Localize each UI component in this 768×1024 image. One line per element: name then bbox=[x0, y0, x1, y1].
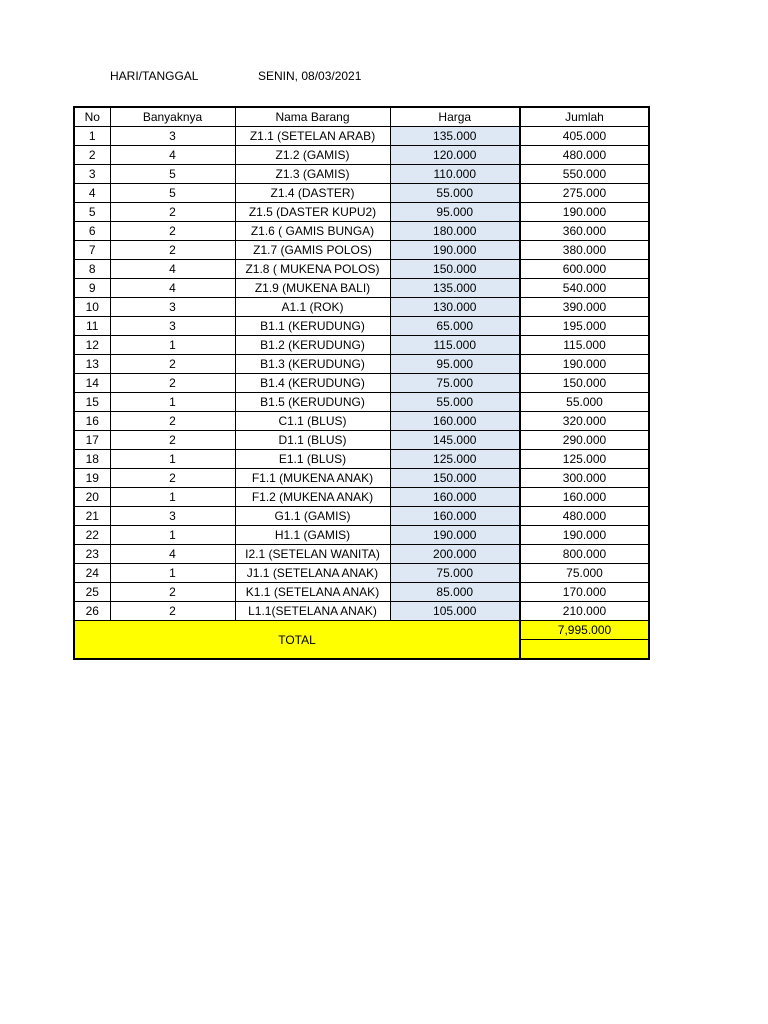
cell-jumlah: 75.000 bbox=[520, 564, 649, 583]
table-row bbox=[74, 184, 649, 203]
cell-nama-barang: Z1.6 ( GAMIS BUNGA) bbox=[235, 222, 390, 241]
cell-banyaknya: 5 bbox=[110, 165, 235, 184]
cell-nama-barang: C1.1 (BLUS) bbox=[235, 412, 390, 431]
cell-banyaknya: 2 bbox=[110, 602, 235, 621]
cell-nama-barang: F1.2 (MUKENA ANAK) bbox=[235, 488, 390, 507]
cell-banyaknya: 2 bbox=[110, 431, 235, 450]
date-value: SENIN, 08/03/2021 bbox=[258, 69, 362, 83]
cell-no: 6 bbox=[74, 222, 110, 241]
cell-no: 13 bbox=[74, 355, 110, 374]
table-body bbox=[74, 127, 649, 621]
cell-banyaknya: 1 bbox=[110, 336, 235, 355]
cell-harga: 135.000 bbox=[390, 279, 520, 298]
column-header-banyaknya: Banyaknya bbox=[110, 107, 235, 127]
total-label: TOTAL bbox=[74, 621, 520, 660]
cell-no: 25 bbox=[74, 583, 110, 602]
table-row bbox=[74, 393, 649, 412]
cell-harga: 150.000 bbox=[390, 260, 520, 279]
cell-no: 20 bbox=[74, 488, 110, 507]
cell-harga: 150.000 bbox=[390, 469, 520, 488]
table-row bbox=[74, 146, 649, 165]
cell-harga: 190.000 bbox=[390, 241, 520, 260]
table-row bbox=[74, 583, 649, 602]
cell-nama-barang: F1.1 (MUKENA ANAK) bbox=[235, 469, 390, 488]
total-empty-cell bbox=[520, 640, 649, 660]
table-row bbox=[74, 241, 649, 260]
cell-banyaknya: 1 bbox=[110, 450, 235, 469]
cell-jumlah: 405.000 bbox=[520, 127, 649, 146]
header-row bbox=[74, 107, 649, 127]
cell-harga: 120.000 bbox=[390, 146, 520, 165]
cell-no: 5 bbox=[74, 203, 110, 222]
table-row bbox=[74, 431, 649, 450]
cell-banyaknya: 3 bbox=[110, 298, 235, 317]
cell-no: 8 bbox=[74, 260, 110, 279]
cell-jumlah: 600.000 bbox=[520, 260, 649, 279]
cell-no: 24 bbox=[74, 564, 110, 583]
cell-nama-barang: K1.1 (SETELANA ANAK) bbox=[235, 583, 390, 602]
cell-jumlah: 125.000 bbox=[520, 450, 649, 469]
table-row bbox=[74, 336, 649, 355]
cell-jumlah: 540.000 bbox=[520, 279, 649, 298]
table-row bbox=[74, 602, 649, 621]
table-row bbox=[74, 260, 649, 279]
cell-nama-barang: Z1.1 (SETELAN ARAB) bbox=[235, 127, 390, 146]
table-row bbox=[74, 374, 649, 393]
cell-no: 19 bbox=[74, 469, 110, 488]
cell-banyaknya: 2 bbox=[110, 203, 235, 222]
cell-no: 9 bbox=[74, 279, 110, 298]
column-header-nama-barang: Nama Barang bbox=[235, 107, 390, 127]
cell-harga: 115.000 bbox=[390, 336, 520, 355]
cell-nama-barang: B1.5 (KERUDUNG) bbox=[235, 393, 390, 412]
table-row bbox=[74, 203, 649, 222]
cell-harga: 160.000 bbox=[390, 412, 520, 431]
cell-jumlah: 550.000 bbox=[520, 165, 649, 184]
cell-jumlah: 290.000 bbox=[520, 431, 649, 450]
total-value: 7,995.000 bbox=[520, 621, 649, 640]
cell-nama-barang: E1.1 (BLUS) bbox=[235, 450, 390, 469]
cell-harga: 55.000 bbox=[390, 184, 520, 203]
table-row bbox=[74, 450, 649, 469]
sales-table bbox=[73, 106, 650, 660]
cell-banyaknya: 3 bbox=[110, 127, 235, 146]
cell-no: 14 bbox=[74, 374, 110, 393]
cell-no: 2 bbox=[74, 146, 110, 165]
total-row bbox=[74, 621, 649, 640]
cell-harga: 95.000 bbox=[390, 355, 520, 374]
cell-nama-barang: B1.3 (KERUDUNG) bbox=[235, 355, 390, 374]
cell-nama-barang: Z1.3 (GAMIS) bbox=[235, 165, 390, 184]
cell-harga: 85.000 bbox=[390, 583, 520, 602]
cell-jumlah: 55.000 bbox=[520, 393, 649, 412]
cell-harga: 75.000 bbox=[390, 564, 520, 583]
cell-harga: 135.000 bbox=[390, 127, 520, 146]
cell-banyaknya: 2 bbox=[110, 374, 235, 393]
cell-no: 15 bbox=[74, 393, 110, 412]
cell-harga: 160.000 bbox=[390, 507, 520, 526]
cell-jumlah: 160.000 bbox=[520, 488, 649, 507]
cell-nama-barang: I2.1 (SETELAN WANITA) bbox=[235, 545, 390, 564]
cell-no: 11 bbox=[74, 317, 110, 336]
cell-harga: 160.000 bbox=[390, 488, 520, 507]
cell-no: 23 bbox=[74, 545, 110, 564]
cell-harga: 55.000 bbox=[390, 393, 520, 412]
cell-no: 4 bbox=[74, 184, 110, 203]
cell-nama-barang: A1.1 (ROK) bbox=[235, 298, 390, 317]
cell-jumlah: 210.000 bbox=[520, 602, 649, 621]
cell-jumlah: 115.000 bbox=[520, 336, 649, 355]
column-header-no: No bbox=[74, 107, 110, 127]
cell-no: 10 bbox=[74, 298, 110, 317]
table-row bbox=[74, 412, 649, 431]
cell-nama-barang: Z1.5 (DASTER KUPU2) bbox=[235, 203, 390, 222]
cell-nama-barang: J1.1 (SETELANA ANAK) bbox=[235, 564, 390, 583]
cell-harga: 145.000 bbox=[390, 431, 520, 450]
cell-harga: 190.000 bbox=[390, 526, 520, 545]
cell-jumlah: 390.000 bbox=[520, 298, 649, 317]
cell-nama-barang: Z1.8 ( MUKENA POLOS) bbox=[235, 260, 390, 279]
column-header-harga: Harga bbox=[390, 107, 520, 127]
cell-harga: 130.000 bbox=[390, 298, 520, 317]
cell-harga: 95.000 bbox=[390, 203, 520, 222]
column-header-jumlah: Jumlah bbox=[520, 107, 649, 127]
cell-banyaknya: 4 bbox=[110, 146, 235, 165]
cell-jumlah: 170.000 bbox=[520, 583, 649, 602]
cell-jumlah: 380.000 bbox=[520, 241, 649, 260]
cell-nama-barang: L1.1(SETELANA ANAK) bbox=[235, 602, 390, 621]
table-row bbox=[74, 298, 649, 317]
cell-nama-barang: B1.1 (KERUDUNG) bbox=[235, 317, 390, 336]
table-row bbox=[74, 127, 649, 146]
cell-banyaknya: 2 bbox=[110, 412, 235, 431]
table-row bbox=[74, 469, 649, 488]
cell-nama-barang: B1.2 (KERUDUNG) bbox=[235, 336, 390, 355]
cell-banyaknya: 1 bbox=[110, 564, 235, 583]
cell-harga: 180.000 bbox=[390, 222, 520, 241]
cell-banyaknya: 4 bbox=[110, 260, 235, 279]
table-row bbox=[74, 526, 649, 545]
cell-harga: 65.000 bbox=[390, 317, 520, 336]
cell-no: 3 bbox=[74, 165, 110, 184]
cell-banyaknya: 1 bbox=[110, 393, 235, 412]
cell-banyaknya: 2 bbox=[110, 469, 235, 488]
table-row bbox=[74, 317, 649, 336]
table-row bbox=[74, 507, 649, 526]
cell-jumlah: 360.000 bbox=[520, 222, 649, 241]
cell-nama-barang: D1.1 (BLUS) bbox=[235, 431, 390, 450]
cell-jumlah: 480.000 bbox=[520, 146, 649, 165]
cell-harga: 125.000 bbox=[390, 450, 520, 469]
cell-nama-barang: Z1.4 (DASTER) bbox=[235, 184, 390, 203]
cell-jumlah: 150.000 bbox=[520, 374, 649, 393]
cell-nama-barang: Z1.9 (MUKENA BALI) bbox=[235, 279, 390, 298]
cell-jumlah: 300.000 bbox=[520, 469, 649, 488]
cell-jumlah: 275.000 bbox=[520, 184, 649, 203]
cell-jumlah: 190.000 bbox=[520, 526, 649, 545]
cell-no: 1 bbox=[74, 127, 110, 146]
cell-banyaknya: 2 bbox=[110, 222, 235, 241]
cell-banyaknya: 2 bbox=[110, 583, 235, 602]
cell-banyaknya: 2 bbox=[110, 355, 235, 374]
table-row bbox=[74, 564, 649, 583]
cell-nama-barang: Z1.7 (GAMIS POLOS) bbox=[235, 241, 390, 260]
cell-jumlah: 800.000 bbox=[520, 545, 649, 564]
cell-nama-barang: H1.1 (GAMIS) bbox=[235, 526, 390, 545]
table-row bbox=[74, 545, 649, 564]
cell-nama-barang: Z1.2 (GAMIS) bbox=[235, 146, 390, 165]
table-row bbox=[74, 355, 649, 374]
cell-banyaknya: 4 bbox=[110, 279, 235, 298]
cell-no: 16 bbox=[74, 412, 110, 431]
table-row bbox=[74, 488, 649, 507]
cell-banyaknya: 4 bbox=[110, 545, 235, 564]
cell-no: 21 bbox=[74, 507, 110, 526]
cell-no: 22 bbox=[74, 526, 110, 545]
cell-jumlah: 195.000 bbox=[520, 317, 649, 336]
cell-no: 18 bbox=[74, 450, 110, 469]
cell-banyaknya: 3 bbox=[110, 317, 235, 336]
cell-jumlah: 320.000 bbox=[520, 412, 649, 431]
cell-jumlah: 190.000 bbox=[520, 203, 649, 222]
cell-harga: 75.000 bbox=[390, 374, 520, 393]
cell-banyaknya: 3 bbox=[110, 507, 235, 526]
cell-no: 7 bbox=[74, 241, 110, 260]
cell-no: 26 bbox=[74, 602, 110, 621]
cell-banyaknya: 1 bbox=[110, 526, 235, 545]
table-row bbox=[74, 165, 649, 184]
cell-nama-barang: G1.1 (GAMIS) bbox=[235, 507, 390, 526]
cell-banyaknya: 2 bbox=[110, 241, 235, 260]
table-row bbox=[74, 222, 649, 241]
cell-jumlah: 190.000 bbox=[520, 355, 649, 374]
table-row bbox=[74, 279, 649, 298]
cell-no: 17 bbox=[74, 431, 110, 450]
cell-harga: 110.000 bbox=[390, 165, 520, 184]
date-label: HARI/TANGGAL bbox=[110, 69, 199, 83]
cell-jumlah: 480.000 bbox=[520, 507, 649, 526]
cell-no: 12 bbox=[74, 336, 110, 355]
cell-nama-barang: B1.4 (KERUDUNG) bbox=[235, 374, 390, 393]
cell-banyaknya: 5 bbox=[110, 184, 235, 203]
cell-harga: 105.000 bbox=[390, 602, 520, 621]
cell-harga: 200.000 bbox=[390, 545, 520, 564]
cell-banyaknya: 1 bbox=[110, 488, 235, 507]
